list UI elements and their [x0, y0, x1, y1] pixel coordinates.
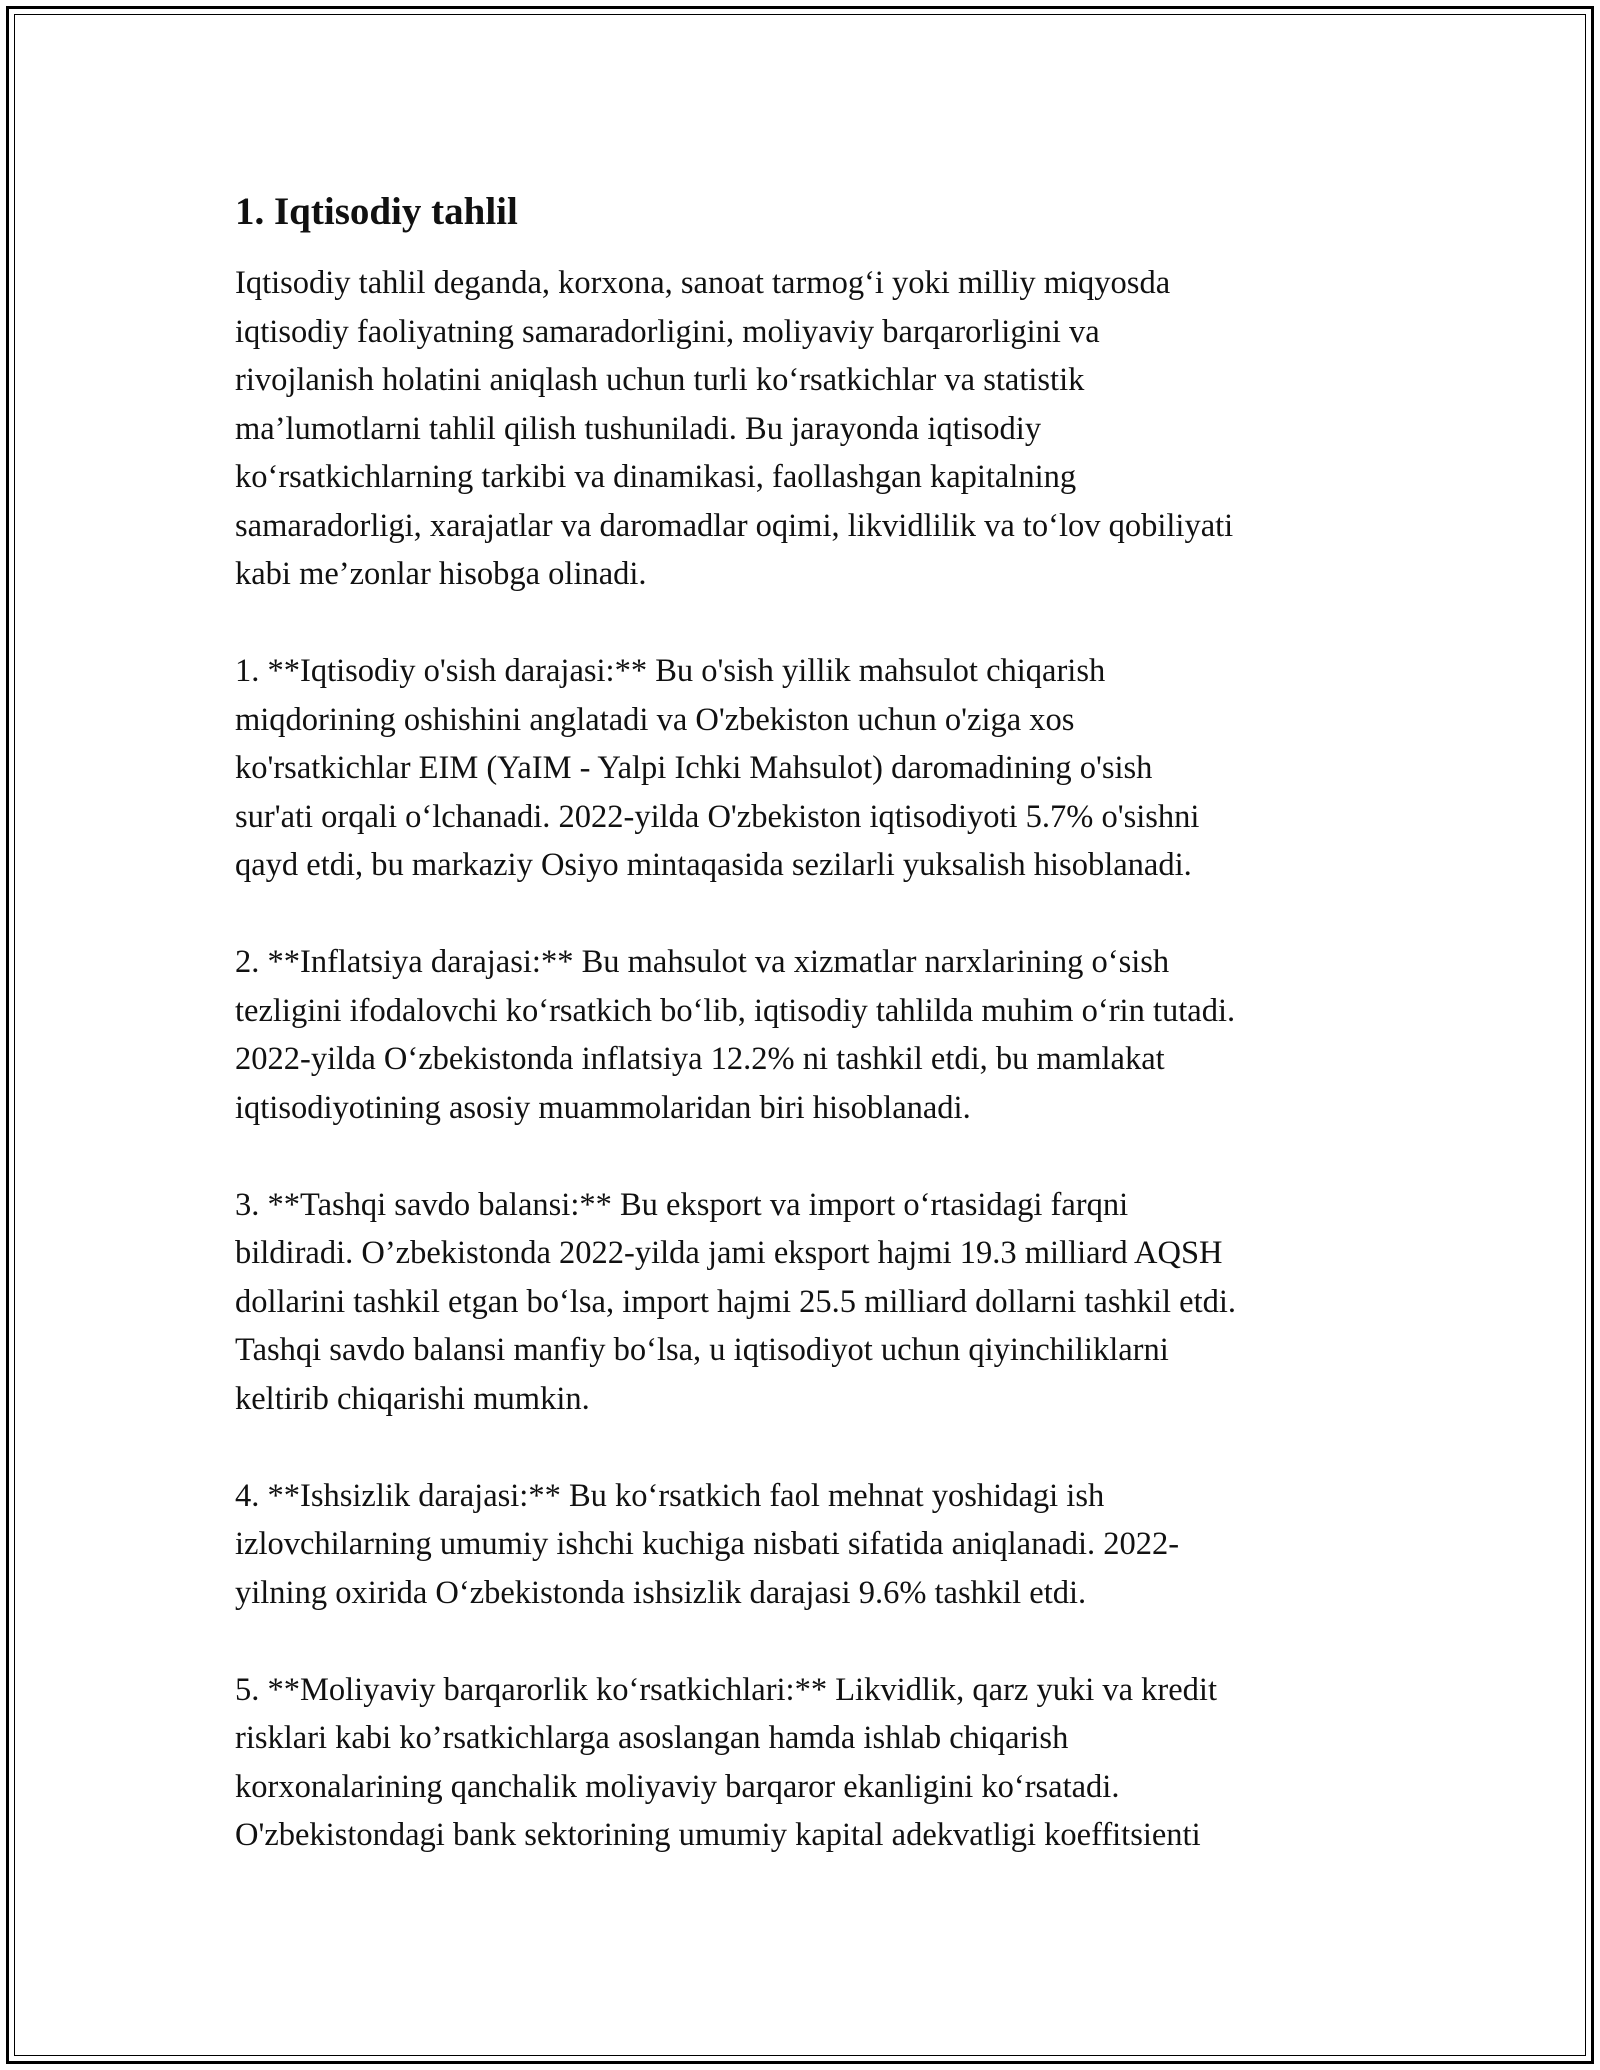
- paragraph-unemployment: 4. **Ishsizlik darajasi:** Bu ko‘rsatkich faol mehnat yoshidagi ish izlovchilarning umumiy ishchi kuchiga nisbati sifatida aniqlanadi. 2022- yilning oxirida O‘zbekistonda ishsizlik darajasi 9.6% tashkil etdi.: [235, 1477, 1180, 1611]
- paragraph-trade-balance: 3. **Tashqi savdo balansi:** Bu eksport va import o‘rtasidagi farqni bildiradi. O’zbekistonda 2022-yilda jami eksport hajmi 19.3 milliard AQSH dollarini tashkil etgan bo‘lsa, import hajmi 25.5 milliard dollarni tashkil etdi. Tashqi savdo balansi manfiy bo‘lsa, u iqtisodiyot uchun qiyinchiliklarni keltirib chiqarishi mumkin.: [235, 1186, 1237, 1417]
- section-heading: 1. Iqtisodiy tahlil: [235, 190, 518, 233]
- paragraph-economic-growth: 1. **Iqtisodiy o'sish darajasi:** Bu o'sish yillik mahsulot chiqarish miqdorining oshishini anglatadi va O'zbekiston uchun o'ziga xos ko'rsatkichlar EIM (YaIM - Yalpi Ichki Mahsulot) daromadining o'sish sur'ati orqali o‘lchanadi. 2022-yilda O'zbekiston iqtisodiyoti 5.7% o'sishni qayd etdi, bu markaziy Osiyo mintaqasida sezilarli yuksalish hisoblanadi.: [235, 653, 1200, 883]
- paragraph-financial-stability: 5. **Moliyaviy barqarorlik ko‘rsatkichlari:** Likvidlik, qarz yuki va kredit risklari kabi ko’rsatkichlarga asoslangan hamda ishlab chiqarish korxonalarining qanchalik moliyaviy barqaror ekanligini ko‘rsatadi. O'zbekistondagi bank sektorining umumiy kapital adekvatligi koeffitsienti: [235, 1671, 1217, 1853]
- document-body: [235, 186, 1385, 1908]
- intro-paragraph: Iqtisodiy tahlil deganda, korxona, sanoat tarmog‘i yoki milliy miqyosda iqtisodiy faoliyatning samaradorligini, moliyaviy barqarorligini va rivojlanish holatini aniqlash uchun turli ko‘rsatkichlar va statistik ma’lumotlarni tahlil qilish tushuniladi. Bu jarayonda iqtisodiy ko‘rsatkichlarning tarkibi va dinamikasi, faollashgan kapitalning samaradorligi, xarajatlar va daromadlar oqimi, likvidlilik va to‘lov qobiliyati kabi me’zonlar hisobga olinadi.: [235, 265, 1234, 592]
- paragraph-inflation: 2. **Inflatsiya darajasi:** Bu mahsulot va xizmatlar narxlarining o‘sish tezligini ifodalovchi ko‘rsatkich bo‘lib, iqtisodiy tahlilda muhim o‘rin tutadi. 2022-yilda O‘zbekistonda inflatsiya 12.2% ni tashkil etdi, bu mamlakat iqtisodiyotining asosiy muammolaridan biri hisoblanadi.: [235, 944, 1236, 1126]
